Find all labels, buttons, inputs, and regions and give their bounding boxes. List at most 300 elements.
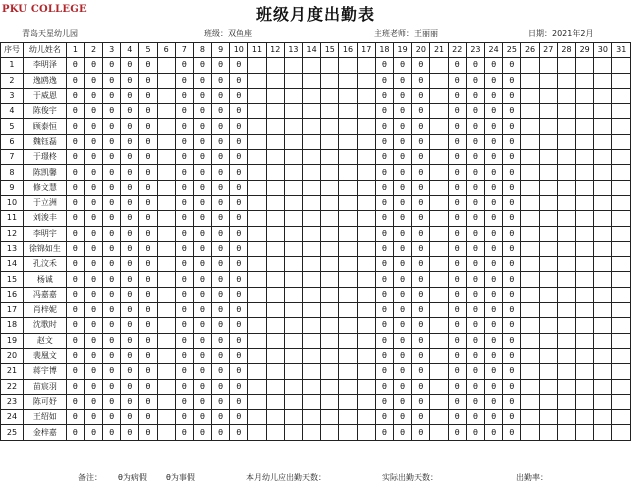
attendance-cell[interactable] [612, 180, 631, 195]
attendance-cell[interactable] [612, 211, 631, 226]
attendance-cell[interactable] [157, 425, 175, 440]
attendance-cell[interactable] [284, 211, 302, 226]
attendance-cell[interactable]: θ [466, 58, 484, 73]
attendance-cell[interactable]: θ [103, 104, 121, 119]
attendance-cell[interactable]: θ [394, 410, 412, 425]
attendance-cell[interactable] [557, 73, 575, 88]
attendance-cell[interactable]: θ [394, 318, 412, 333]
attendance-cell[interactable]: θ [193, 73, 211, 88]
attendance-cell[interactable]: θ [193, 425, 211, 440]
attendance-cell[interactable]: θ [175, 257, 193, 272]
attendance-cell[interactable]: θ [121, 134, 139, 149]
attendance-cell[interactable] [430, 58, 448, 73]
attendance-cell[interactable]: θ [412, 88, 430, 103]
attendance-cell[interactable]: θ [466, 410, 484, 425]
attendance-cell[interactable]: θ [375, 88, 393, 103]
attendance-cell[interactable]: θ [448, 134, 466, 149]
attendance-cell[interactable]: θ [412, 211, 430, 226]
attendance-cell[interactable]: θ [503, 211, 521, 226]
attendance-cell[interactable] [321, 272, 339, 287]
attendance-cell[interactable]: θ [175, 73, 193, 88]
student-name[interactable]: 修文慧 [23, 180, 66, 195]
attendance-cell[interactable] [557, 211, 575, 226]
attendance-cell[interactable] [612, 257, 631, 272]
attendance-cell[interactable]: θ [412, 180, 430, 195]
attendance-cell[interactable] [303, 364, 321, 379]
attendance-cell[interactable] [612, 287, 631, 302]
attendance-cell[interactable] [521, 333, 539, 348]
attendance-cell[interactable]: θ [121, 58, 139, 73]
attendance-cell[interactable] [266, 348, 284, 363]
attendance-cell[interactable] [557, 119, 575, 134]
student-name[interactable]: 沈歌时 [23, 318, 66, 333]
attendance-cell[interactable] [612, 119, 631, 134]
attendance-cell[interactable] [576, 303, 594, 318]
attendance-cell[interactable]: θ [394, 348, 412, 363]
attendance-cell[interactable]: θ [394, 379, 412, 394]
attendance-cell[interactable]: θ [84, 226, 102, 241]
attendance-cell[interactable]: θ [503, 241, 521, 256]
attendance-cell[interactable] [576, 379, 594, 394]
attendance-cell[interactable]: θ [212, 150, 230, 165]
attendance-cell[interactable] [521, 348, 539, 363]
attendance-cell[interactable] [284, 119, 302, 134]
attendance-cell[interactable] [539, 303, 557, 318]
attendance-cell[interactable]: θ [212, 257, 230, 272]
attendance-cell[interactable]: θ [103, 257, 121, 272]
attendance-cell[interactable]: θ [84, 73, 102, 88]
attendance-cell[interactable]: θ [103, 226, 121, 241]
attendance-cell[interactable] [266, 150, 284, 165]
attendance-cell[interactable]: θ [84, 425, 102, 440]
attendance-cell[interactable]: θ [394, 165, 412, 180]
attendance-cell[interactable] [557, 226, 575, 241]
attendance-cell[interactable]: θ [121, 211, 139, 226]
attendance-cell[interactable]: θ [66, 58, 84, 73]
attendance-cell[interactable]: θ [230, 226, 248, 241]
attendance-cell[interactable] [339, 257, 357, 272]
attendance-cell[interactable] [303, 318, 321, 333]
attendance-cell[interactable] [357, 287, 375, 302]
attendance-cell[interactable] [521, 104, 539, 119]
attendance-cell[interactable] [339, 241, 357, 256]
attendance-cell[interactable]: θ [412, 410, 430, 425]
attendance-cell[interactable] [266, 58, 284, 73]
attendance-cell[interactable]: θ [485, 150, 503, 165]
attendance-cell[interactable]: θ [503, 73, 521, 88]
attendance-cell[interactable]: θ [230, 119, 248, 134]
attendance-cell[interactable]: θ [139, 379, 157, 394]
attendance-cell[interactable] [612, 364, 631, 379]
attendance-cell[interactable]: θ [375, 287, 393, 302]
attendance-cell[interactable]: θ [212, 318, 230, 333]
attendance-cell[interactable] [357, 58, 375, 73]
attendance-cell[interactable] [157, 348, 175, 363]
attendance-cell[interactable]: θ [103, 379, 121, 394]
attendance-cell[interactable]: θ [394, 303, 412, 318]
attendance-cell[interactable] [521, 150, 539, 165]
attendance-cell[interactable] [248, 287, 266, 302]
attendance-cell[interactable]: θ [394, 287, 412, 302]
attendance-cell[interactable] [321, 348, 339, 363]
attendance-cell[interactable]: θ [175, 410, 193, 425]
attendance-cell[interactable] [321, 58, 339, 73]
attendance-cell[interactable]: θ [175, 318, 193, 333]
attendance-cell[interactable]: θ [485, 241, 503, 256]
attendance-cell[interactable]: θ [485, 348, 503, 363]
attendance-cell[interactable] [339, 104, 357, 119]
attendance-cell[interactable]: θ [193, 410, 211, 425]
attendance-cell[interactable] [430, 211, 448, 226]
attendance-cell[interactable] [284, 150, 302, 165]
attendance-cell[interactable] [539, 394, 557, 409]
attendance-cell[interactable]: θ [375, 303, 393, 318]
attendance-cell[interactable] [576, 58, 594, 73]
attendance-cell[interactable] [430, 73, 448, 88]
attendance-cell[interactable]: θ [66, 150, 84, 165]
attendance-cell[interactable]: θ [121, 348, 139, 363]
attendance-cell[interactable] [339, 165, 357, 180]
attendance-cell[interactable]: θ [139, 348, 157, 363]
attendance-cell[interactable] [339, 119, 357, 134]
student-name[interactable]: 赵文 [23, 333, 66, 348]
attendance-cell[interactable] [521, 73, 539, 88]
attendance-cell[interactable] [521, 257, 539, 272]
attendance-cell[interactable] [248, 364, 266, 379]
attendance-cell[interactable] [339, 272, 357, 287]
attendance-cell[interactable]: θ [503, 318, 521, 333]
attendance-cell[interactable]: θ [103, 88, 121, 103]
attendance-cell[interactable] [284, 73, 302, 88]
attendance-cell[interactable] [303, 165, 321, 180]
attendance-cell[interactable] [539, 150, 557, 165]
attendance-cell[interactable]: θ [193, 272, 211, 287]
attendance-cell[interactable]: θ [103, 180, 121, 195]
attendance-cell[interactable]: θ [139, 88, 157, 103]
attendance-cell[interactable]: θ [103, 318, 121, 333]
attendance-cell[interactable] [339, 287, 357, 302]
attendance-cell[interactable]: θ [84, 104, 102, 119]
attendance-cell[interactable]: θ [175, 272, 193, 287]
attendance-cell[interactable] [339, 318, 357, 333]
attendance-cell[interactable] [284, 303, 302, 318]
attendance-cell[interactable]: θ [121, 379, 139, 394]
attendance-cell[interactable]: θ [84, 333, 102, 348]
attendance-cell[interactable]: θ [193, 119, 211, 134]
attendance-cell[interactable]: θ [230, 180, 248, 195]
attendance-cell[interactable] [266, 379, 284, 394]
attendance-cell[interactable] [357, 180, 375, 195]
attendance-cell[interactable] [430, 410, 448, 425]
attendance-cell[interactable] [303, 88, 321, 103]
attendance-cell[interactable]: θ [394, 425, 412, 440]
attendance-cell[interactable] [321, 303, 339, 318]
attendance-cell[interactable] [248, 180, 266, 195]
attendance-cell[interactable]: θ [66, 394, 84, 409]
attendance-cell[interactable]: θ [412, 364, 430, 379]
attendance-cell[interactable] [357, 134, 375, 149]
attendance-cell[interactable] [557, 425, 575, 440]
attendance-cell[interactable]: θ [466, 287, 484, 302]
attendance-cell[interactable]: θ [175, 379, 193, 394]
attendance-cell[interactable] [157, 272, 175, 287]
attendance-cell[interactable]: θ [448, 211, 466, 226]
attendance-cell[interactable] [157, 410, 175, 425]
attendance-cell[interactable]: θ [175, 150, 193, 165]
attendance-cell[interactable]: θ [139, 195, 157, 210]
attendance-cell[interactable] [339, 425, 357, 440]
attendance-cell[interactable] [539, 165, 557, 180]
attendance-cell[interactable] [357, 348, 375, 363]
attendance-cell[interactable]: θ [139, 257, 157, 272]
attendance-cell[interactable]: θ [66, 379, 84, 394]
attendance-cell[interactable] [430, 119, 448, 134]
attendance-cell[interactable] [266, 410, 284, 425]
attendance-cell[interactable]: θ [230, 287, 248, 302]
attendance-cell[interactable]: θ [66, 364, 84, 379]
attendance-cell[interactable] [266, 88, 284, 103]
attendance-cell[interactable]: θ [84, 272, 102, 287]
attendance-cell[interactable]: θ [193, 104, 211, 119]
attendance-cell[interactable] [303, 195, 321, 210]
student-name[interactable]: 蒋宇博 [23, 364, 66, 379]
attendance-cell[interactable]: θ [212, 211, 230, 226]
attendance-cell[interactable]: θ [193, 226, 211, 241]
attendance-cell[interactable] [157, 333, 175, 348]
attendance-cell[interactable] [594, 226, 612, 241]
attendance-cell[interactable]: θ [375, 211, 393, 226]
attendance-cell[interactable] [157, 241, 175, 256]
attendance-cell[interactable]: θ [394, 272, 412, 287]
attendance-cell[interactable] [594, 303, 612, 318]
attendance-cell[interactable] [321, 134, 339, 149]
attendance-cell[interactable] [557, 257, 575, 272]
attendance-cell[interactable]: θ [212, 410, 230, 425]
attendance-cell[interactable]: θ [121, 425, 139, 440]
attendance-cell[interactable] [557, 195, 575, 210]
attendance-cell[interactable]: θ [466, 165, 484, 180]
attendance-cell[interactable] [303, 257, 321, 272]
attendance-cell[interactable] [248, 195, 266, 210]
attendance-cell[interactable] [430, 318, 448, 333]
attendance-cell[interactable]: θ [394, 180, 412, 195]
attendance-cell[interactable]: θ [212, 134, 230, 149]
attendance-cell[interactable] [248, 257, 266, 272]
attendance-cell[interactable]: θ [412, 272, 430, 287]
attendance-cell[interactable]: θ [503, 379, 521, 394]
attendance-cell[interactable] [266, 318, 284, 333]
attendance-cell[interactable]: θ [212, 104, 230, 119]
attendance-cell[interactable]: θ [230, 379, 248, 394]
attendance-cell[interactable] [557, 241, 575, 256]
attendance-cell[interactable]: θ [193, 257, 211, 272]
attendance-cell[interactable]: θ [503, 88, 521, 103]
attendance-cell[interactable] [521, 379, 539, 394]
attendance-cell[interactable] [321, 410, 339, 425]
attendance-cell[interactable]: θ [175, 333, 193, 348]
student-name[interactable]: 冯嘉嘉 [23, 287, 66, 302]
attendance-cell[interactable]: θ [230, 73, 248, 88]
attendance-cell[interactable] [576, 180, 594, 195]
attendance-cell[interactable]: θ [375, 119, 393, 134]
attendance-cell[interactable] [157, 226, 175, 241]
attendance-cell[interactable]: θ [375, 410, 393, 425]
attendance-cell[interactable]: θ [230, 134, 248, 149]
attendance-cell[interactable] [321, 119, 339, 134]
attendance-cell[interactable] [266, 104, 284, 119]
attendance-cell[interactable] [339, 410, 357, 425]
attendance-cell[interactable] [248, 333, 266, 348]
attendance-cell[interactable] [157, 165, 175, 180]
attendance-cell[interactable]: θ [84, 394, 102, 409]
attendance-cell[interactable]: θ [375, 58, 393, 73]
attendance-cell[interactable]: θ [193, 287, 211, 302]
attendance-cell[interactable]: θ [139, 226, 157, 241]
attendance-cell[interactable] [594, 104, 612, 119]
attendance-cell[interactable] [576, 364, 594, 379]
attendance-cell[interactable] [357, 272, 375, 287]
attendance-cell[interactable] [284, 364, 302, 379]
attendance-cell[interactable]: θ [175, 104, 193, 119]
attendance-cell[interactable]: θ [503, 410, 521, 425]
attendance-cell[interactable] [266, 180, 284, 195]
attendance-cell[interactable]: θ [448, 425, 466, 440]
attendance-cell[interactable] [157, 58, 175, 73]
attendance-cell[interactable] [357, 165, 375, 180]
attendance-cell[interactable] [576, 211, 594, 226]
attendance-cell[interactable]: θ [394, 58, 412, 73]
attendance-cell[interactable] [321, 364, 339, 379]
attendance-cell[interactable] [284, 394, 302, 409]
attendance-cell[interactable]: θ [485, 58, 503, 73]
attendance-cell[interactable]: θ [84, 119, 102, 134]
attendance-cell[interactable] [521, 287, 539, 302]
attendance-cell[interactable]: θ [193, 303, 211, 318]
attendance-cell[interactable]: θ [212, 272, 230, 287]
attendance-cell[interactable] [576, 241, 594, 256]
attendance-cell[interactable] [284, 104, 302, 119]
student-name[interactable]: 王绍如 [23, 410, 66, 425]
student-name[interactable]: 裴凰文 [23, 348, 66, 363]
attendance-cell[interactable]: θ [485, 425, 503, 440]
attendance-cell[interactable] [594, 119, 612, 134]
attendance-cell[interactable]: θ [84, 88, 102, 103]
attendance-cell[interactable] [430, 287, 448, 302]
attendance-cell[interactable] [594, 165, 612, 180]
attendance-cell[interactable]: θ [485, 195, 503, 210]
attendance-cell[interactable] [594, 150, 612, 165]
attendance-cell[interactable]: θ [66, 272, 84, 287]
attendance-cell[interactable]: θ [485, 226, 503, 241]
attendance-cell[interactable]: θ [139, 211, 157, 226]
attendance-cell[interactable] [157, 119, 175, 134]
attendance-cell[interactable]: θ [193, 241, 211, 256]
attendance-cell[interactable] [357, 241, 375, 256]
attendance-cell[interactable] [430, 364, 448, 379]
attendance-cell[interactable] [430, 303, 448, 318]
attendance-cell[interactable]: θ [121, 195, 139, 210]
attendance-cell[interactable] [539, 226, 557, 241]
attendance-cell[interactable]: θ [375, 257, 393, 272]
attendance-cell[interactable]: θ [139, 425, 157, 440]
attendance-cell[interactable] [321, 379, 339, 394]
attendance-cell[interactable]: θ [466, 88, 484, 103]
attendance-cell[interactable]: θ [503, 348, 521, 363]
attendance-cell[interactable]: θ [103, 195, 121, 210]
attendance-cell[interactable] [321, 165, 339, 180]
attendance-cell[interactable]: θ [193, 58, 211, 73]
attendance-cell[interactable]: θ [412, 379, 430, 394]
attendance-cell[interactable] [157, 211, 175, 226]
attendance-cell[interactable]: θ [448, 257, 466, 272]
attendance-cell[interactable] [430, 425, 448, 440]
attendance-cell[interactable] [266, 257, 284, 272]
attendance-cell[interactable] [284, 287, 302, 302]
attendance-cell[interactable]: θ [448, 394, 466, 409]
attendance-cell[interactable] [157, 73, 175, 88]
attendance-cell[interactable] [284, 257, 302, 272]
attendance-cell[interactable] [612, 134, 631, 149]
attendance-cell[interactable] [339, 58, 357, 73]
attendance-cell[interactable]: θ [193, 333, 211, 348]
attendance-cell[interactable]: θ [394, 104, 412, 119]
attendance-cell[interactable]: θ [230, 150, 248, 165]
attendance-cell[interactable]: θ [103, 150, 121, 165]
attendance-cell[interactable] [576, 73, 594, 88]
student-name[interactable]: 陈俊宇 [23, 104, 66, 119]
attendance-cell[interactable]: θ [448, 150, 466, 165]
attendance-cell[interactable]: θ [503, 287, 521, 302]
attendance-cell[interactable]: θ [84, 257, 102, 272]
attendance-cell[interactable] [612, 318, 631, 333]
attendance-cell[interactable]: θ [503, 364, 521, 379]
attendance-cell[interactable]: θ [121, 73, 139, 88]
attendance-cell[interactable]: θ [466, 73, 484, 88]
attendance-cell[interactable]: θ [230, 333, 248, 348]
attendance-cell[interactable] [248, 73, 266, 88]
attendance-cell[interactable] [612, 394, 631, 409]
attendance-cell[interactable]: θ [466, 241, 484, 256]
attendance-cell[interactable] [321, 287, 339, 302]
attendance-cell[interactable]: θ [103, 425, 121, 440]
attendance-cell[interactable]: θ [485, 379, 503, 394]
attendance-cell[interactable]: θ [103, 348, 121, 363]
attendance-cell[interactable] [303, 226, 321, 241]
attendance-cell[interactable] [321, 211, 339, 226]
attendance-cell[interactable]: θ [66, 303, 84, 318]
attendance-cell[interactable]: θ [175, 88, 193, 103]
attendance-cell[interactable]: θ [84, 165, 102, 180]
attendance-cell[interactable]: θ [448, 379, 466, 394]
student-name[interactable]: 魏钰磊 [23, 134, 66, 149]
attendance-cell[interactable]: θ [485, 180, 503, 195]
attendance-cell[interactable]: θ [394, 73, 412, 88]
attendance-cell[interactable] [284, 272, 302, 287]
attendance-cell[interactable]: θ [103, 241, 121, 256]
attendance-cell[interactable]: θ [139, 73, 157, 88]
attendance-cell[interactable]: θ [121, 257, 139, 272]
attendance-cell[interactable] [321, 88, 339, 103]
attendance-cell[interactable]: θ [375, 348, 393, 363]
attendance-cell[interactable]: θ [412, 119, 430, 134]
attendance-cell[interactable] [321, 73, 339, 88]
attendance-cell[interactable]: θ [121, 410, 139, 425]
attendance-cell[interactable]: θ [230, 165, 248, 180]
attendance-cell[interactable] [284, 134, 302, 149]
attendance-cell[interactable]: θ [412, 195, 430, 210]
attendance-cell[interactable]: θ [375, 150, 393, 165]
attendance-cell[interactable] [539, 379, 557, 394]
